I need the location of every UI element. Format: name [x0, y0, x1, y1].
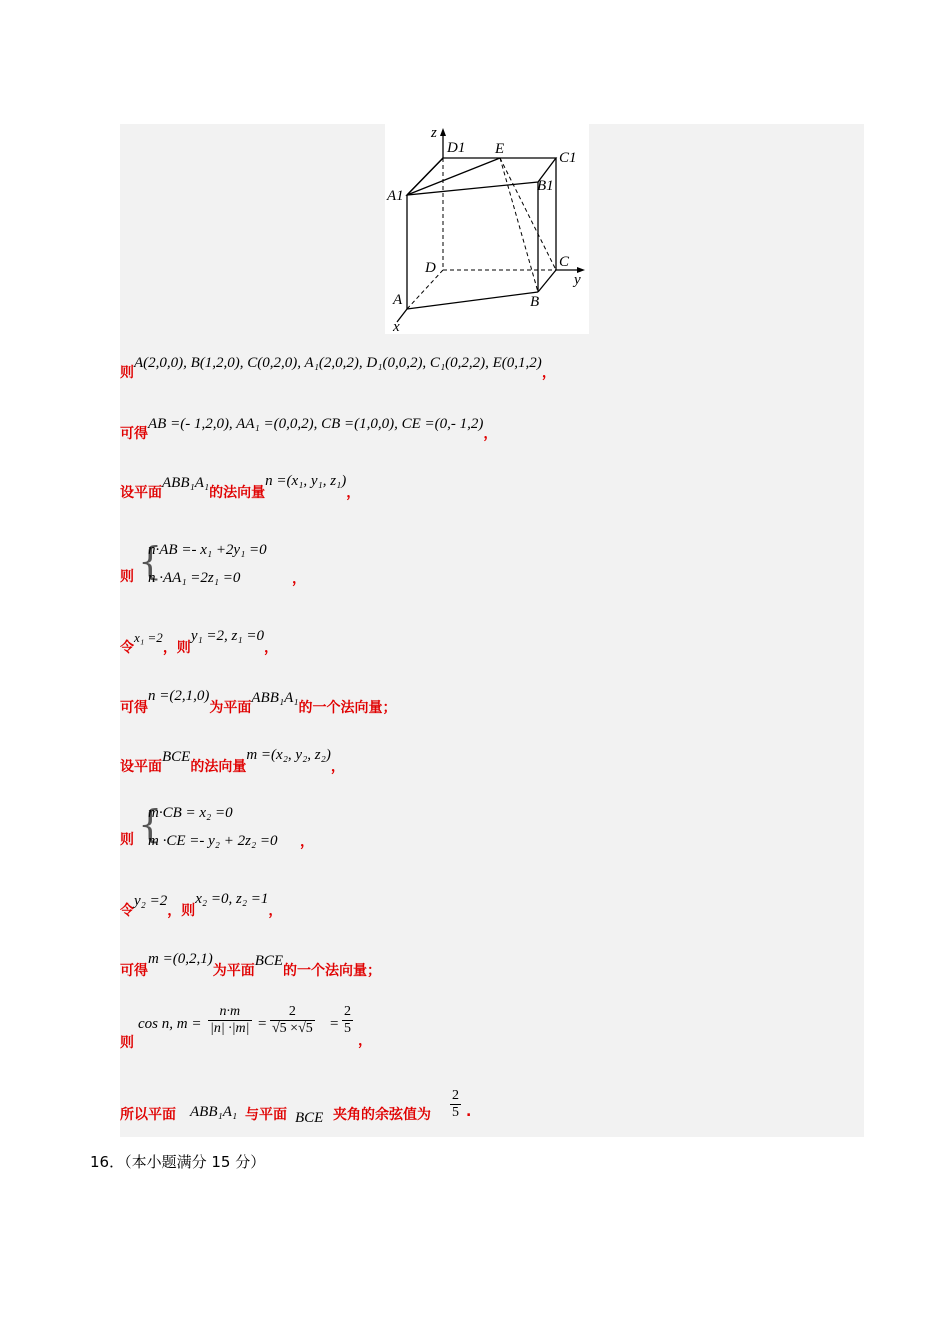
denominator: √5 ×√5: [272, 1021, 313, 1036]
text: 设平面: [120, 759, 162, 775]
equation-1: m·CB = x₂ =0: [148, 805, 233, 821]
label-y: y: [574, 272, 581, 288]
line-coordinates: [120, 355, 556, 382]
math-normal-n: n =(x₁, y₁, z₁): [265, 473, 347, 489]
text-kede: 可得: [120, 426, 148, 442]
comma: ，: [541, 365, 556, 381]
label-x: x: [393, 319, 400, 334]
line-cosine: [120, 1004, 480, 1052]
text-ze: 则: [120, 832, 134, 848]
comma: ，: [483, 426, 498, 442]
math-plane: ABB₁A₁: [251, 690, 299, 706]
comma: ，: [268, 903, 283, 919]
math: y₁ =2, z₁ =0: [190, 628, 264, 644]
denominator: |n| ·|m|: [210, 1021, 250, 1036]
text: 夹角的余弦值为: [333, 1107, 431, 1123]
fraction-3: [342, 1004, 353, 1037]
line-let-x1: [120, 628, 278, 657]
math: x₂ =0, z₂ =1: [195, 891, 269, 907]
numerator: 2: [452, 1088, 459, 1103]
equation-1: n·AB =- x₁ +2y₁ =0: [148, 542, 267, 558]
math: m =(0,2,1): [148, 951, 213, 967]
comma: ，: [263, 640, 278, 656]
text: 为平面: [212, 963, 255, 979]
denominator: 5: [452, 1105, 459, 1120]
text-ling: 令: [120, 903, 134, 919]
fraction-1: [208, 1004, 252, 1037]
numerator: n·m: [208, 1004, 252, 1021]
text: ，则: [162, 640, 191, 656]
label-c1: C1: [559, 150, 577, 166]
denominator: 5: [344, 1021, 351, 1036]
equals: =: [258, 1016, 267, 1032]
text-ze: 则: [120, 1035, 134, 1051]
comma: ，: [358, 1033, 372, 1049]
fraction-result: [450, 1088, 461, 1121]
prism-diagram: [385, 124, 589, 334]
comma: ，: [330, 759, 345, 775]
label-a1: A1: [387, 188, 404, 204]
text: 的一个法向量；: [283, 963, 382, 979]
text: 可得: [120, 700, 148, 716]
math-plane: ABB₁A₁: [162, 475, 210, 491]
question-number: 16．（本小题满分 15 分）: [90, 1153, 266, 1171]
math-cos: cos n, m =: [138, 1016, 202, 1032]
line-vectors: [120, 416, 498, 443]
line-system-m: [120, 803, 520, 859]
text: 所以平面: [120, 1107, 176, 1123]
text-ze: 则: [120, 365, 134, 381]
line-normal-n-def: [120, 473, 361, 502]
math: x₁ =2: [134, 630, 163, 645]
line-normal-m-def: [120, 747, 345, 776]
text-ze: 则: [120, 569, 134, 585]
comma: ，: [346, 485, 361, 501]
label-e: E: [495, 141, 505, 157]
period: .: [466, 1104, 472, 1120]
equals: =: [330, 1016, 339, 1032]
line-normal-n-result: [120, 688, 397, 717]
line-system-n: [120, 540, 520, 596]
math-plane-1: ABB₁A₁: [190, 1104, 238, 1120]
text: ，则: [167, 903, 196, 919]
line-conclusion: [120, 1088, 540, 1132]
text-ling: 令: [120, 640, 134, 656]
comma: ，: [300, 834, 314, 850]
label-a: A: [393, 292, 403, 308]
math-plane: BCE: [162, 749, 191, 765]
text: 设平面: [120, 485, 162, 501]
text: 与平面: [245, 1107, 287, 1123]
equation-2: m ·CE =- y₂ + 2z₂ =0: [148, 833, 278, 849]
math: m =(x₂, y₂, z₂): [246, 747, 331, 763]
label-d1: D1: [447, 140, 466, 156]
fraction-2: [270, 1004, 315, 1037]
math-plane: BCE: [254, 953, 284, 969]
brace: {: [138, 802, 163, 846]
text: 的法向量: [190, 759, 247, 775]
label-b: B: [530, 294, 540, 310]
label-z: z: [431, 125, 437, 141]
text: 可得: [120, 963, 148, 979]
label-c: C: [559, 254, 570, 270]
label-b1: B1: [537, 178, 554, 194]
text: 为平面: [209, 700, 252, 716]
math-vectors: AB =(- 1,2,0), AA₁ =(0,0,2), CB =(1,0,0), CE =(0,- 1,2): [148, 416, 484, 432]
equation-2: n ·AA₁ =2z₁ =0: [148, 570, 241, 586]
math-coordinates: A(2,0,0), B(1,2,0), C(0,2,0), A₁(2,0,2), D₁(0,0,2), C₁(0,2,2), E(0,1,2): [134, 355, 542, 371]
numerator: 2: [270, 1004, 315, 1021]
label-d: D: [425, 260, 436, 276]
comma: ，: [292, 571, 306, 587]
cube-figure: [385, 124, 589, 334]
numerator: 2: [344, 1004, 351, 1019]
text: 的一个法向量；: [298, 700, 397, 716]
math: n =(2,1,0): [148, 688, 210, 704]
math-plane-2: BCE: [295, 1110, 324, 1126]
line-let-y2: [120, 891, 283, 920]
brace: {: [138, 539, 163, 583]
math: y₂ =2: [134, 893, 168, 909]
line-normal-m-result: [120, 951, 382, 980]
text: 的法向量: [209, 485, 266, 501]
